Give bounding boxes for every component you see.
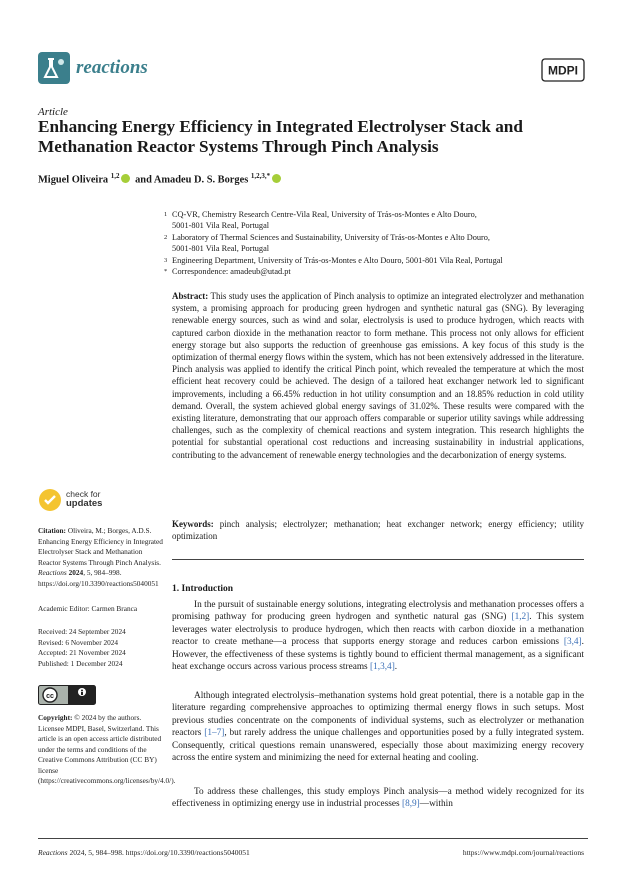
author-name[interactable]: Amadeu D. S. Borges: [153, 174, 249, 186]
intro-paragraph: To address these challenges, this study employs Pinch analysis—a method widely recognized for its effectiveness in optimizing energy use in industrial processes [8,9]—within: [172, 787, 584, 810]
academic-editor: Academic Editor: Carmen Branca: [38, 604, 138, 613]
citation-link[interactable]: [1,2]: [511, 612, 530, 623]
keywords-text: pinch analysis; electrolyzer; methanation; heat exchanger network; energy efficiency; utility optimization: [172, 519, 584, 542]
keywords-label: Keywords:: [172, 519, 214, 529]
citation-link[interactable]: [1–7]: [204, 728, 225, 739]
keywords: [172, 518, 584, 542]
cc-by-license-icon[interactable]: [38, 685, 96, 705]
affiliation: 2 Laboratory of Thermal Sciences and Sustainability, University of Trás-os-Montes e Alto Douro, 5001-801 Vila Real, Portugal: [164, 233, 490, 254]
author-separator: and: [135, 174, 152, 186]
footer-citation: Reactions 2024, 5, 984–998. https://doi.org/10.3390/reactions5040051: [38, 848, 250, 857]
publication-dates: Received: 24 September 2024 Revised: 6 November 2024 Accepted: 21 November 2024 Published: 1 December 2024: [38, 627, 126, 668]
author-affiliation-marker: 1,2,3,*: [250, 172, 271, 180]
author-name[interactable]: Miguel Oliveira: [38, 174, 109, 186]
intro-paragraph: In the pursuit of sustainable energy solutions, integrating electrolysis and methanation processes offers a promising pathway for producing green hydrogen and synthetic natural gas (SNG) [1,2]. This system leverages water electrolysis to produce hydrogen, which then reacts with carbon dioxide in a methanation reactor to create methane—a process that supports energy storage and reduces carbon emissions [3,4]. However, the effectiveness of these systems is tightly bound to efficient thermal management, as a significant heat exchange occurs across various process streams [1,3,4].: [172, 600, 584, 673]
affiliation: 3 Engineering Department, University of Trás-os-Montes e Alto Douro, 5001-801 Vila Real, Portugal: [164, 256, 503, 265]
orcid-icon[interactable]: [121, 174, 130, 183]
journal-logo-icon: [38, 52, 70, 84]
svg-text:MDPI: MDPI: [548, 63, 578, 78]
check-for-updates[interactable]: check for updates: [66, 489, 103, 509]
check-for-updates-icon[interactable]: [38, 488, 62, 512]
intro-paragraph: Although integrated electrolysis–methanation systems hold great potential, there is a notable gap in the literature regarding comprehensive approaches to optimizing thermal energy flows in such setups. Most previous studies concentrate on the components of individual systems, such as electrolyzer or methanation reactors [1–7], but rarely address the unique challenges and opportunities posed by a fully integrated system. Consequently, critical questions remain unanswered, especially those about maximizing energy recovery across the entire system and minimizing the need for external heating and cooling.: [172, 691, 584, 764]
citation-block: Citation: Oliveira, M.; Borges, A.D.S. Enhancing Energy Efficiency in Integrated Electrolyser Stack and Methanation Reactor Systems Through Pinch Analysis. Reactions 2024, 5, 984–998. https://doi.org/10.3390/reactions5040051: [38, 526, 163, 588]
abstract: [172, 290, 584, 461]
citation-link[interactable]: [8,9]: [401, 799, 420, 810]
abstract-label: Abstract:: [172, 291, 209, 301]
abstract-text: This study uses the application of Pinch analysis to optimize an integrated electrolyzer and methanation system, a promising approach for producing green hydrogen and synthetic natural gas (SNG). By leveraging renewable energy sources, such as wind and solar, electrolysis is used to produce hydrogen, which reacts with captured carbon dioxide in the methanation reactor to form methane. This process not only allows for efficient energy storage but also supports the reduction of greenhouse gas emissions. A key focus of this study is the optimization of thermal energy flows within the system, which has not been extensively addressed in the literature. Pinch analysis was applied to identify the critical Pinch point, which revealed the temperature at which the most efficient heat recovery could be achieved. The design of a tailored heat exchanger network led to significant improvements, including a 66.45% reduction in hot utility consumption and an 18.85% reduction in cold utility demand. Overall, the system achieved global energy savings of 31.02%. These results were compared with the existing literature, demonstrating that our approach offers comparable or superior utility savings while addressing challenges, such as the complexity of chemical reactions and system integration. This research highlights the potential for substantial operational cost reductions and increasing sustainability in industrial applications, contributing to the advancement of renewable energy technologies and the decarbonization of energy systems.: [172, 291, 584, 460]
author-list: [38, 172, 283, 185]
journal-name[interactable]: reactions: [76, 57, 148, 78]
article-title: Enhancing Energy Efficiency in Integrated Electrolyser Stack and Methanation Reactor Systems Through Pinch Analysis: [38, 117, 523, 156]
mdpi-logo-icon[interactable]: [541, 58, 585, 82]
footer-divider: [38, 838, 588, 839]
svg-text:cc: cc: [46, 693, 54, 700]
journal-url[interactable]: https://www.mdpi.com/journal/reactions: [462, 848, 584, 857]
correspondence: * Correspondence: amadeub@utad.pt: [164, 267, 291, 276]
citation-link[interactable]: [3,4]: [563, 637, 582, 648]
affiliation: 1 CQ-VR, Chemistry Research Centre-Vila Real, University of Trás-os-Montes e Alto Douro, 5001-801 Vila Real, Portugal: [164, 210, 477, 231]
divider: [172, 559, 584, 560]
citation-link[interactable]: [1,3,4]: [370, 662, 395, 673]
article-type: Article: [38, 106, 68, 118]
copyright-block: Copyright: © 2024 by the authors. Licensee MDPI, Basel, Switzerland. This article is an open access article distributed under the terms and conditions of the Creative Commons Attribution (CC BY) license (https://creativecommons.org/licenses/by/4.0/).: [38, 713, 176, 785]
section-heading: 1. Introduction: [172, 584, 234, 594]
author-affiliation-marker: 1,2: [110, 172, 120, 180]
orcid-icon[interactable]: [272, 174, 281, 183]
